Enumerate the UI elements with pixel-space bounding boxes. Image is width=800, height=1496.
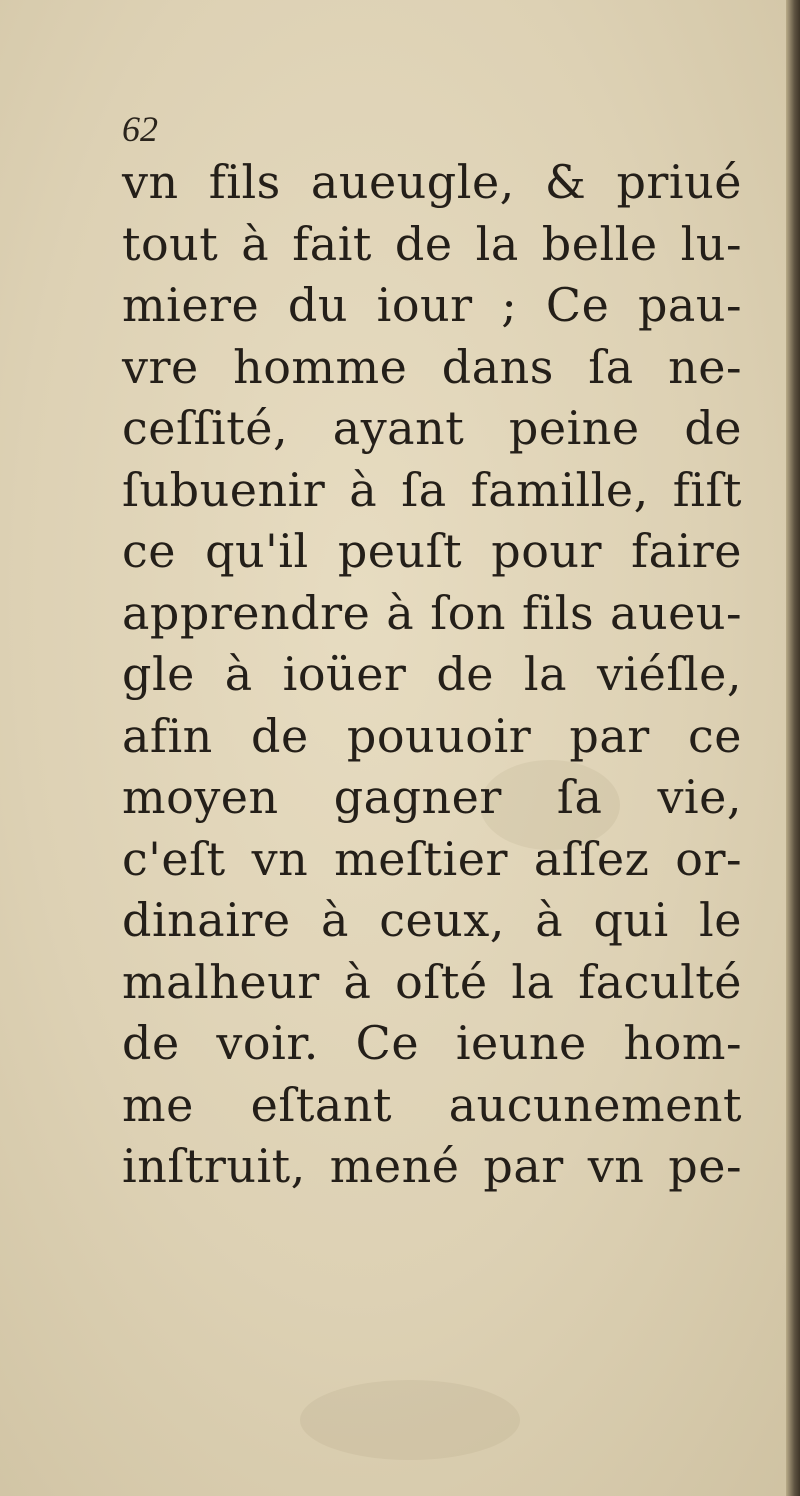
text-line: c'eſt vn meſtier aſſez or- bbox=[122, 831, 742, 886]
book-gutter-shadow bbox=[786, 0, 800, 1496]
text-line: de voir. Ce ieune hom- bbox=[122, 1016, 742, 1070]
text-line: gle à ioüer de la viéſle, bbox=[122, 647, 742, 701]
text-line: ce qu'il peuſt pour faire bbox=[122, 524, 742, 578]
text-line: vre homme dans ſa ne- bbox=[122, 339, 742, 394]
text-line: ceſſité, ayant peine de bbox=[122, 401, 742, 455]
text-line: ſubuenir à ſa famille, fiſt bbox=[122, 462, 742, 517]
paper-stain bbox=[300, 1380, 520, 1460]
text-line: miere du iour ; Ce pau- bbox=[122, 278, 742, 332]
text-line: apprendre à ſon fils aueu- bbox=[122, 585, 742, 640]
text-line: afin de pouuoir par ce bbox=[122, 708, 742, 763]
text-line: inſtruit, mené par vn pe- bbox=[122, 1139, 742, 1193]
text-line: me eſtant aucunement bbox=[122, 1077, 742, 1132]
text-line: tout à fait de la belle lu- bbox=[122, 216, 742, 271]
page-number: 62 bbox=[122, 109, 158, 149]
text-line: dinaire à ceux, à qui le bbox=[122, 893, 742, 947]
text-line: moyen gagner ſa vie, bbox=[122, 770, 742, 824]
text-line: malheur à oſté la faculté bbox=[122, 954, 742, 1009]
text-line: vn fils aueugle, & priué bbox=[122, 155, 742, 209]
body-text bbox=[122, 152, 742, 1198]
